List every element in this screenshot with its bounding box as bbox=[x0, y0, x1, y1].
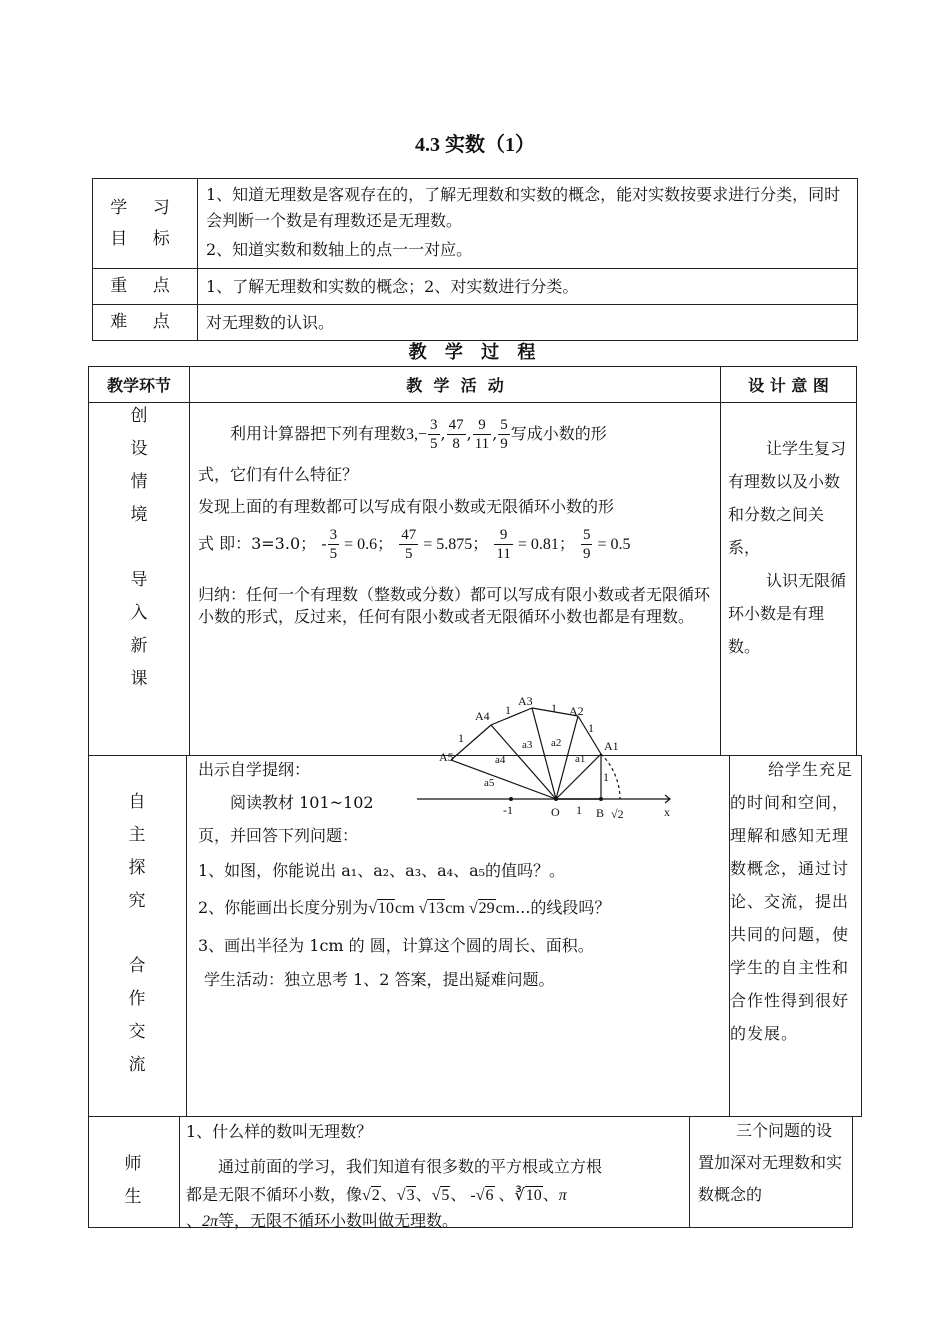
label-one-edge: 1 bbox=[458, 731, 464, 745]
root-6: 6 bbox=[485, 1187, 494, 1204]
label-a4-small: a4 bbox=[495, 754, 506, 766]
section2-outline: 出示自学提纲： bbox=[198, 760, 311, 779]
section2-stage-b bbox=[117, 950, 157, 1082]
intro-nums: 3,− bbox=[406, 426, 428, 443]
intro-post: 写成小数的形 bbox=[510, 424, 607, 443]
label-one-axis: 1 bbox=[576, 803, 582, 817]
stage-char: 流 bbox=[128, 1055, 146, 1075]
root-3: 3 bbox=[406, 1187, 415, 1204]
stage-char: 师 bbox=[124, 1154, 142, 1174]
section1-stage-b bbox=[119, 564, 159, 696]
text3-post: 等，无限不循环小数叫做无理数。 bbox=[218, 1211, 459, 1230]
section3-intent: 三个问题的设置加深对无理数和实数概念的 bbox=[698, 1121, 843, 1204]
fraction-3-5: $\frac{3}{5}$ bbox=[430, 417, 438, 452]
section2-read1: 阅读教材 101~102 bbox=[230, 793, 374, 812]
objectives-label-line1: 学 习 bbox=[110, 197, 180, 218]
section2-q3: 3、画出半径为 1cm 的 圆，计算这个圆的周长、面积。 bbox=[198, 936, 594, 955]
header-intent: 设 计 意 图 bbox=[748, 376, 829, 395]
section1-summary: 归纳：任何一个有理数（整数或分数）都可以写成有限小数或者无限循环小数的形式，反过来，任何有限小数或者无限循环小数也都是有理数。 bbox=[198, 585, 711, 626]
stage-char: 情 bbox=[130, 472, 148, 492]
stage-char: 主 bbox=[128, 825, 146, 845]
decimal-2: 5.875 bbox=[436, 536, 473, 553]
objectives-text2: 2、知道实数和数轴上的点一一对应。 bbox=[206, 240, 473, 259]
label-a5-small: a5 bbox=[484, 777, 495, 789]
stage-char: 作 bbox=[128, 989, 146, 1009]
stage-char: 创 bbox=[130, 406, 148, 426]
spiral-diagram bbox=[405, 688, 685, 828]
label-b: B bbox=[596, 806, 605, 820]
section2-read2: 页，并回答下列问题： bbox=[198, 826, 359, 845]
stage-char: 自 bbox=[128, 792, 146, 812]
section3-text3: 、2π等，无限不循环小数叫做无理数。 bbox=[186, 1211, 459, 1230]
section1-intro-line2: 式，它们有什么特征？ bbox=[198, 465, 359, 484]
found-pre: 式 即：3=3.0； bbox=[198, 534, 317, 553]
two-pi: 2π bbox=[202, 1213, 219, 1230]
q2-root1: 10 bbox=[377, 900, 394, 917]
header-activity: 教 学 活 动 bbox=[406, 376, 504, 395]
page-title: 4.3 实数（1） bbox=[415, 134, 535, 156]
section3-text1: 通过前面的学习，我们知道有很多数的平方根或立方根 bbox=[218, 1157, 603, 1176]
intro-text: 利用计算器把下列有理数 bbox=[230, 424, 407, 443]
cbrt-10: 10 bbox=[525, 1187, 542, 1204]
pi: π bbox=[558, 1187, 567, 1204]
stage-char: 设 bbox=[130, 439, 148, 459]
section1-found-line2: 式 即：3=3.0； - $\frac{3}{5}$ = 0.6； $\frac{47}{5}$ = 5.875； $\frac{9}{11}$ = 0.81； $\frac{5}{9}$ = 0.5 bbox=[198, 527, 631, 562]
objectives-label-line2: 目 标 bbox=[110, 228, 180, 249]
fraction-5-9: $\frac{5}{9}$ bbox=[500, 417, 508, 452]
section2-activity: 学生活动：独立思考 1、2 答案，提出疑难问题。 bbox=[204, 970, 555, 989]
key-points-label: 重 点 bbox=[93, 269, 198, 305]
objectives-text1: 1、知道无理数是客观存在的，了解无理数和实数的概念，能对实数按要求进行分类，同时会判断一个数是有理数还是无理数。 bbox=[206, 185, 841, 230]
label-one-edge: 1 bbox=[505, 703, 511, 717]
label-a1: A1 bbox=[604, 739, 619, 753]
label-a5: A5 bbox=[439, 750, 454, 764]
section1-stage-a bbox=[119, 400, 159, 532]
origin-dot bbox=[554, 797, 558, 801]
header-stage: 教学环节 bbox=[106, 376, 171, 395]
objectives-text bbox=[198, 179, 858, 269]
root-2: 2 bbox=[371, 1187, 380, 1204]
root-5: 5 bbox=[441, 1187, 450, 1204]
process-title: 教 学 过 程 bbox=[408, 342, 542, 363]
label-a3-small: a3 bbox=[522, 739, 533, 751]
stage-char: 境 bbox=[130, 505, 148, 525]
objectives-table bbox=[92, 178, 858, 341]
label-a4: A4 bbox=[475, 709, 490, 723]
objectives-label bbox=[93, 179, 198, 269]
stage-char: 生 bbox=[124, 1187, 142, 1207]
stage-char: 合 bbox=[128, 956, 146, 976]
stage-char: 探 bbox=[128, 858, 146, 878]
difficult-points-text: 对无理数的认识。 bbox=[198, 305, 858, 341]
section1-intent-p1: 让学生复习有理数以及小数和分数之间关系， bbox=[728, 439, 847, 557]
minus-one-dot bbox=[509, 797, 513, 801]
stage-char: 新 bbox=[130, 636, 148, 656]
q2-root3: 29 bbox=[478, 900, 495, 917]
edge-a3-a4 bbox=[491, 708, 532, 725]
decimal-3: 0.81 bbox=[530, 536, 559, 553]
text2-pre: 都是无限不循环小数，像 bbox=[186, 1185, 363, 1204]
key-points-text: 1、了解无理数和实数的概念；2、对实数进行分类。 bbox=[198, 269, 858, 305]
q2-unit: cm bbox=[495, 900, 516, 917]
label-o: O bbox=[551, 805, 560, 819]
label-a3: A3 bbox=[518, 694, 533, 708]
section1-found-line1: 发现上面的有理数都可以写成有限小数或无限循环小数的形 bbox=[198, 497, 615, 516]
label-a2-small: a2 bbox=[551, 737, 562, 749]
q2-post: ...的线段吗？ bbox=[515, 898, 611, 917]
label-one-edge: 1 bbox=[588, 721, 594, 735]
label-a1-small: a1 bbox=[575, 753, 586, 765]
q2-unit: cm bbox=[394, 900, 415, 917]
section2-q2: 2、你能画出长度分别为√10cm √13cm √29cm...的线段吗？ bbox=[198, 898, 611, 917]
section2-intent: 给学生充足的时间和空间，理解和感知无理数概念，通过讨论、交流，提出共同的问题，使学生的自主性和合作性得到很好的发展。 bbox=[730, 760, 854, 1043]
q2-root2: 13 bbox=[428, 900, 445, 917]
stage-char: 交 bbox=[128, 1022, 146, 1042]
section2-q1: 1、如图，你能说出 a₁、a₂、a₃、a₄、a₅的值吗？。 bbox=[198, 861, 566, 880]
section1-intro: 利用计算器把下列有理数3,− $\frac{3}{5}$ , $\frac{47}{8}$ , $\frac{9}{11}$ , $\frac{5}{9}$ 写成小数的形 bbox=[230, 417, 607, 452]
decimal-4: 0.5 bbox=[610, 536, 631, 553]
label-minus-one: -1 bbox=[503, 803, 513, 817]
section1-intent-p2: 认识无限循环小数是有理数。 bbox=[728, 571, 847, 656]
label-one-edge: 1 bbox=[551, 701, 557, 715]
stage-char: 入 bbox=[130, 603, 148, 623]
label-sqrt2: √2 bbox=[611, 807, 624, 821]
section2-stage-a bbox=[117, 786, 157, 918]
decimal-1: 0.6 bbox=[357, 536, 378, 553]
fraction-9-11: $\frac{9}{11}$ bbox=[474, 417, 490, 452]
section3-question: 1、什么样的数叫无理数？ bbox=[186, 1122, 373, 1141]
section3-text2: 都是无限不循环小数，像√2、√3、√5、 -√6 、∛10、π bbox=[186, 1185, 567, 1204]
stage-char: 课 bbox=[130, 669, 148, 689]
stage-char: 导 bbox=[130, 570, 148, 590]
label-x: x bbox=[664, 805, 670, 819]
stage-char: 究 bbox=[128, 891, 146, 911]
q2-pre: 2、你能画出长度分别为 bbox=[198, 898, 369, 917]
difficult-points-label: 难 点 bbox=[93, 305, 198, 341]
b-dot bbox=[599, 797, 603, 801]
label-a2: A2 bbox=[569, 704, 584, 718]
section3-stage bbox=[113, 1148, 153, 1214]
edge-a4-a5 bbox=[451, 725, 491, 760]
q2-unit: cm bbox=[445, 900, 465, 917]
label-one-vertical: 1 bbox=[603, 770, 609, 784]
fraction-47-8: $\frac{47}{8}$ bbox=[448, 417, 464, 452]
